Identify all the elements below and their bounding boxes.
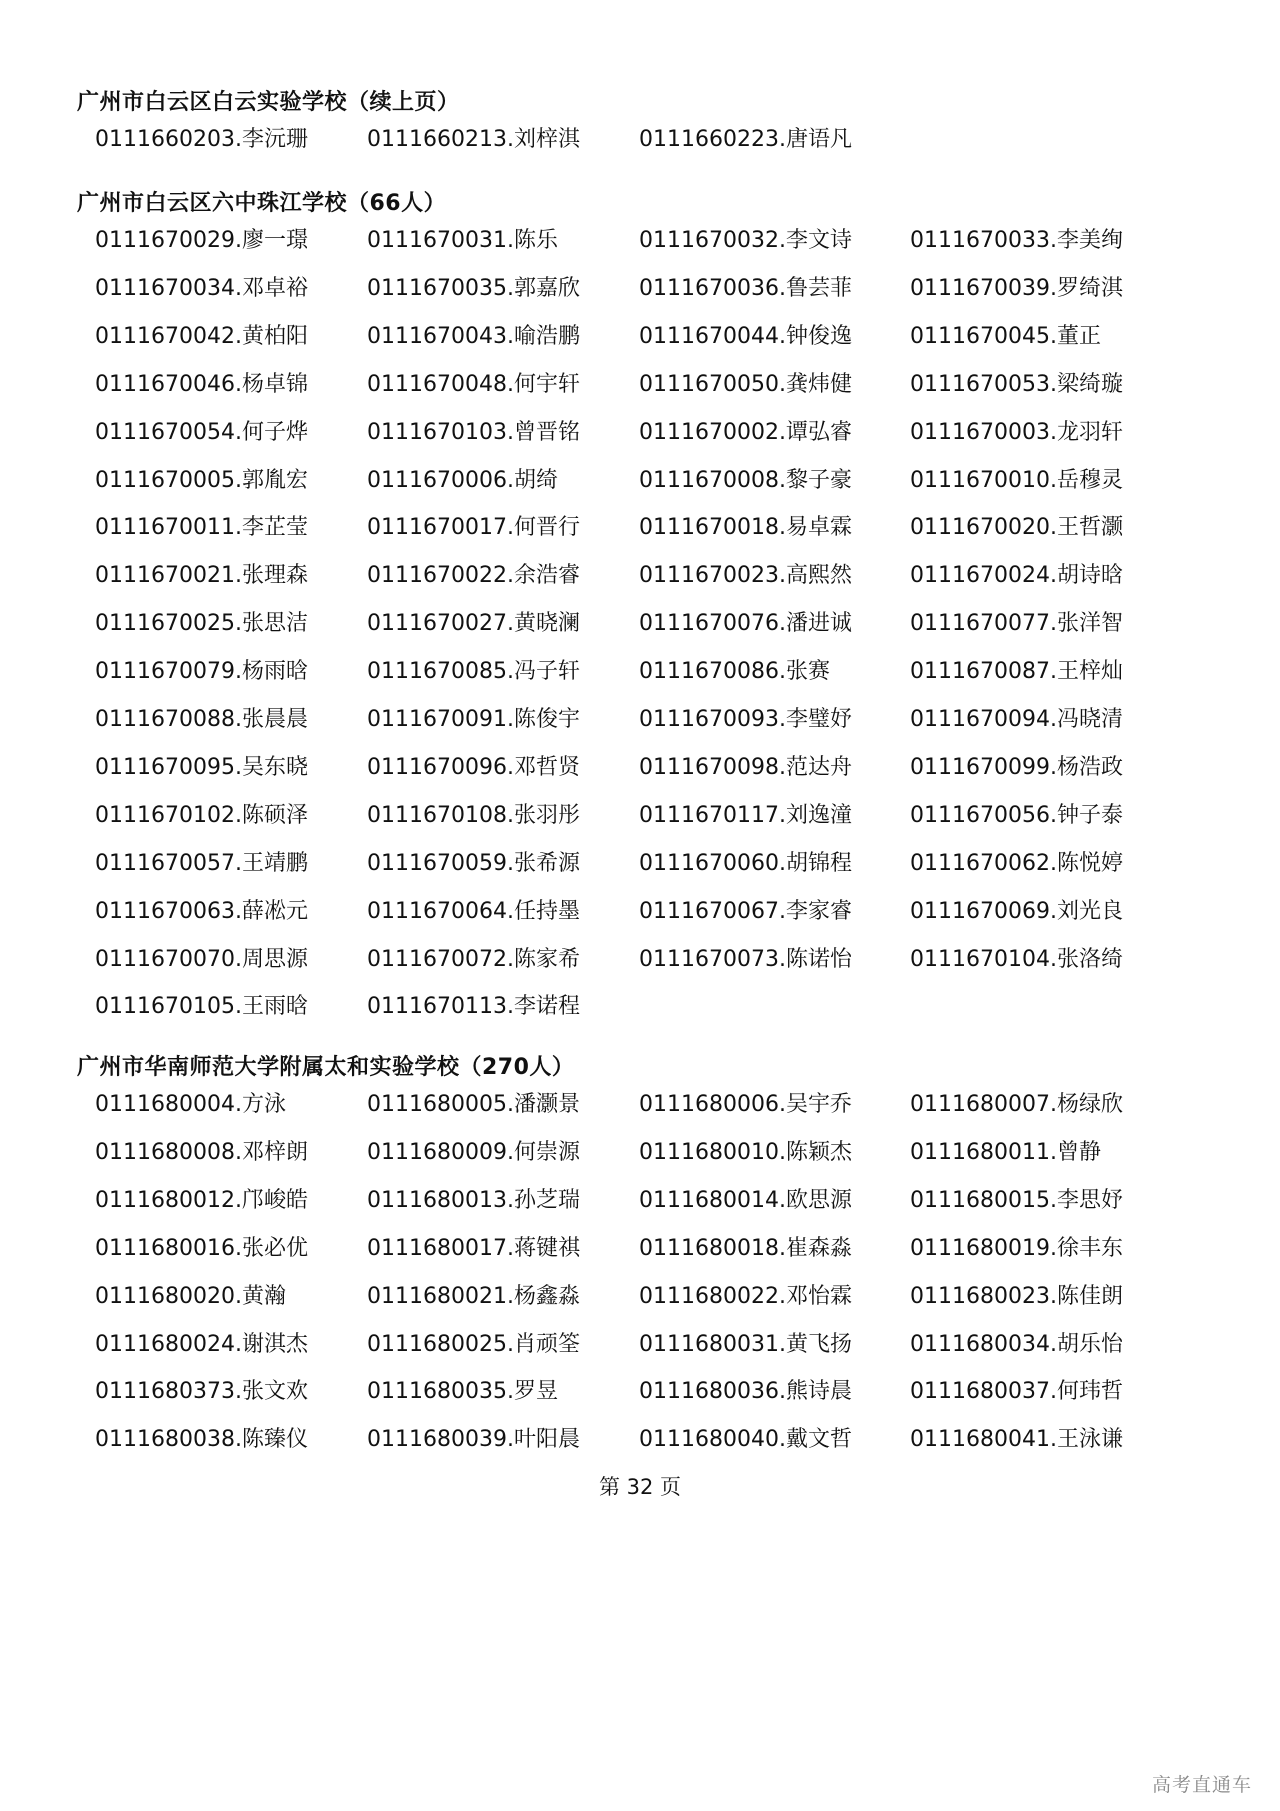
list-item: 0111670057.王靖鹏 — [95, 850, 308, 876]
list-item: 0111670091.陈俊宇 — [367, 707, 580, 732]
list-item: 0111670060.胡锦程 — [639, 850, 852, 876]
section-title: 广州市白云区白云实验学校（续上页） — [77, 90, 460, 115]
list-item: 0111670029.廖一璟 — [95, 228, 308, 253]
list-item: 0111670003.龙羽轩 — [910, 419, 1123, 445]
list-item: 0111680010.陈颖杰 — [639, 1139, 852, 1165]
list-item: 0111670094.冯晓清 — [910, 707, 1123, 732]
list-item: 0111680016.张必优 — [95, 1235, 308, 1261]
list-item: 0111670002.谭弘睿 — [639, 419, 852, 445]
list-item: 0111670006.胡绮 — [367, 467, 558, 493]
list-item: 0111670034.邓卓裕 — [95, 275, 308, 301]
section-title: 广州市华南师范大学附属太和实验学校（270人） — [77, 1055, 575, 1080]
list-item: 0111670073.陈诺怡 — [639, 946, 852, 972]
list-item: 0111670085.冯子轩 — [367, 659, 580, 685]
list-item: 0111670005.郭胤宏 — [95, 467, 308, 493]
list-item: 0111670024.胡诗晗 — [910, 563, 1123, 589]
list-item: 0111670069.刘光良 — [910, 898, 1123, 924]
list-item: 0111660213.刘梓淇 — [367, 127, 580, 152]
list-item: 0111670035.郭嘉欣 — [367, 275, 580, 301]
list-item: 0111670050.龚炜健 — [639, 371, 852, 397]
list-item: 0111680020.黄瀚 — [95, 1283, 286, 1309]
list-item: 0111670044.钟俊逸 — [639, 323, 852, 349]
list-item: 0111680012.邝峻皓 — [95, 1187, 308, 1213]
list-item: 0111670056.钟子泰 — [910, 802, 1123, 828]
list-item: 0111670036.鲁芸菲 — [639, 275, 852, 301]
list-item: 0111670043.喻浩鹏 — [367, 323, 580, 349]
list-item: 0111680039.叶阳晨 — [367, 1427, 580, 1453]
list-item: 0111680036.熊诗晨 — [639, 1379, 852, 1405]
list-item: 0111680373.张文欢 — [95, 1379, 308, 1405]
list-item: 0111670104.张洛绮 — [910, 946, 1123, 972]
list-item: 0111670076.潘进诚 — [639, 611, 852, 637]
list-item: 0111660203.李沅珊 — [95, 127, 308, 152]
list-item: 0111670059.张希源 — [367, 850, 580, 876]
list-item: 0111680007.杨绿欣 — [910, 1092, 1123, 1117]
list-item: 0111680009.何崇源 — [367, 1139, 580, 1165]
list-item: 0111670045.董正 — [910, 323, 1101, 349]
list-item: 0111670108.张羽彤 — [367, 802, 580, 828]
list-item: 0111670077.张洋智 — [910, 611, 1123, 637]
list-item: 0111670099.杨浩政 — [910, 754, 1123, 780]
list-item: 0111680008.邓梓朗 — [95, 1139, 308, 1165]
list-item: 0111670017.何晋行 — [367, 515, 580, 541]
list-item: 0111670095.吴东晓 — [95, 754, 308, 780]
list-item: 0111680011.曾静 — [910, 1139, 1101, 1165]
list-item: 0111680025.肖顽筌 — [367, 1331, 580, 1357]
list-item: 0111670054.何子烨 — [95, 419, 308, 445]
list-item: 0111680041.王泳谦 — [910, 1427, 1123, 1453]
list-item: 0111680037.何玮哲 — [910, 1379, 1123, 1405]
list-item: 0111680005.潘灏景 — [367, 1092, 580, 1117]
list-item: 0111670033.李美绚 — [910, 228, 1123, 253]
list-item: 0111670103.曾晋铭 — [367, 419, 580, 445]
list-item: 0111680004.方泳 — [95, 1092, 286, 1117]
list-item: 0111680006.吴宇乔 — [639, 1092, 852, 1117]
list-item: 0111670053.梁绮璇 — [910, 371, 1123, 397]
list-item: 0111680014.欧思源 — [639, 1187, 852, 1213]
list-item: 0111680035.罗昱 — [367, 1379, 558, 1405]
list-item: 0111680023.陈佳朗 — [910, 1283, 1123, 1309]
list-item: 0111670023.高熙然 — [639, 563, 852, 589]
list-item: 0111670063.薛凇元 — [95, 898, 308, 924]
list-item: 0111670087.王梓灿 — [910, 659, 1123, 685]
list-item: 0111670042.黄柏阳 — [95, 323, 308, 349]
list-item: 0111670064.任持墨 — [367, 898, 580, 924]
list-item: 0111680022.邓怡霖 — [639, 1283, 852, 1309]
list-item: 0111670010.岳穆灵 — [910, 467, 1123, 493]
list-item: 0111670018.易卓霖 — [639, 515, 852, 541]
list-item: 0111670088.张晨晨 — [95, 707, 308, 732]
list-item: 0111680017.蒋键祺 — [367, 1235, 580, 1261]
list-item: 0111670102.陈硕泽 — [95, 802, 308, 828]
list-item: 0111680021.杨鑫淼 — [367, 1283, 580, 1309]
list-item: 0111680024.谢淇杰 — [95, 1331, 308, 1357]
list-item: 0111670020.王哲灏 — [910, 515, 1123, 541]
list-item: 0111680015.李思妤 — [910, 1187, 1123, 1213]
list-item: 0111680034.胡乐怡 — [910, 1331, 1123, 1357]
list-item: 0111670105.王雨晗 — [95, 994, 308, 1020]
list-item: 0111670022.余浩睿 — [367, 563, 580, 589]
list-item: 0111670096.邓哲贤 — [367, 754, 580, 780]
list-item: 0111670072.陈家希 — [367, 946, 580, 972]
list-item: 0111670086.张赛 — [639, 659, 830, 685]
list-item: 0111680040.戴文哲 — [639, 1427, 852, 1453]
list-item: 0111670079.杨雨晗 — [95, 659, 308, 685]
list-item: 0111670011.李芷莹 — [95, 515, 308, 541]
list-item: 0111670062.陈悦婷 — [910, 850, 1123, 876]
watermark: 高考直通车 — [1151, 1774, 1252, 1796]
list-item: 0111680038.陈臻仪 — [95, 1427, 308, 1453]
list-item: 0111670113.李诺程 — [367, 994, 580, 1020]
list-item: 0111670021.张理森 — [95, 563, 308, 589]
list-item: 0111670039.罗绮淇 — [910, 275, 1123, 301]
page-number: 第 32 页 — [598, 1475, 682, 1499]
list-item: 0111680013.孙芝瑞 — [367, 1187, 580, 1213]
list-item: 0111670093.李璧妤 — [639, 707, 852, 732]
list-item: 0111670070.周思源 — [95, 946, 308, 972]
section-title: 广州市白云区六中珠江学校（66人） — [77, 191, 447, 216]
list-item: 0111670048.何宇轩 — [367, 371, 580, 397]
list-item: 0111670117.刘逸潼 — [639, 802, 852, 828]
list-item: 0111670098.范达舟 — [639, 754, 852, 780]
list-item: 0111680019.徐丰东 — [910, 1235, 1123, 1261]
list-item: 0111670008.黎子豪 — [639, 467, 852, 493]
list-item: 0111680018.崔森淼 — [639, 1235, 852, 1261]
list-item: 0111670027.黄晓澜 — [367, 611, 580, 637]
list-item: 0111680031.黄飞扬 — [639, 1331, 852, 1357]
list-item: 0111670046.杨卓锦 — [95, 371, 308, 397]
list-item: 0111670031.陈乐 — [367, 228, 558, 253]
list-item: 0111670025.张思洁 — [95, 611, 308, 637]
list-item: 0111660223.唐语凡 — [639, 127, 852, 152]
list-item: 0111670032.李文诗 — [639, 228, 852, 253]
list-item: 0111670067.李家睿 — [639, 898, 852, 924]
